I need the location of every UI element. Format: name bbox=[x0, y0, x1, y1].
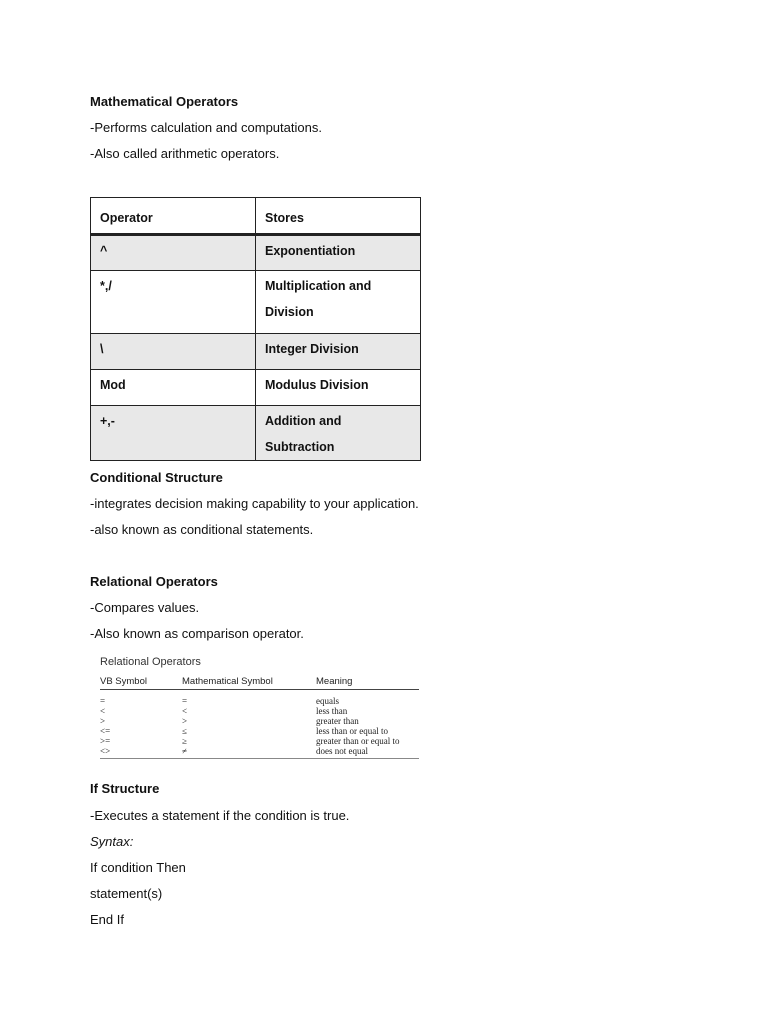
body-text: -Also known as comparison operator. bbox=[90, 626, 304, 641]
table-cell: greater than bbox=[316, 716, 359, 726]
table-cell: ≤ bbox=[182, 726, 187, 736]
table-cell: Integer Division bbox=[256, 334, 421, 370]
syntax-label: Syntax: bbox=[90, 834, 134, 849]
table-cell: Modulus Division bbox=[256, 370, 421, 406]
table-row bbox=[100, 690, 419, 707]
table-cell: ≠ bbox=[182, 746, 316, 759]
body-text: -integrates decision making capability to your application. bbox=[90, 496, 419, 511]
table-row bbox=[100, 716, 419, 726]
table-cell: *,/ bbox=[91, 271, 256, 334]
table-row bbox=[91, 334, 421, 370]
body-text: -also known as conditional statements. bbox=[90, 522, 314, 537]
table-header-row bbox=[100, 674, 419, 690]
table-cell: Addition and Subtraction bbox=[256, 406, 421, 461]
table-row bbox=[91, 271, 421, 334]
table-cell: >= bbox=[100, 736, 111, 746]
table-row bbox=[100, 736, 419, 746]
table-row bbox=[91, 370, 421, 406]
section-heading-conditional-structure: Conditional Structure bbox=[90, 470, 223, 485]
table-cell: <= bbox=[100, 726, 111, 736]
table-header-cell: Mathematical Symbol bbox=[182, 674, 316, 690]
body-text: -Also called arithmetic operators. bbox=[90, 146, 280, 161]
table-cell: < bbox=[182, 706, 188, 716]
table-cell: less than bbox=[316, 706, 348, 716]
table-row bbox=[91, 235, 421, 271]
table-cell: Multiplication and Division bbox=[256, 271, 421, 334]
table-cell: greater than or equal to bbox=[316, 736, 400, 746]
table-row bbox=[91, 406, 421, 461]
table-cell: = bbox=[182, 696, 188, 706]
body-text: -Performs calculation and computations. bbox=[90, 120, 322, 135]
table-cell: Exponentiation bbox=[256, 235, 421, 271]
table-cell: ^ bbox=[91, 235, 256, 271]
code-line: statement(s) bbox=[90, 886, 163, 901]
table-cell: less than or equal to bbox=[316, 726, 388, 736]
body-text: -Compares values. bbox=[90, 600, 200, 615]
table-cell: equals bbox=[316, 696, 339, 706]
operators-table bbox=[90, 197, 421, 461]
table-cell: < bbox=[100, 706, 106, 716]
section-heading-math-operators: Mathematical Operators bbox=[90, 94, 239, 109]
table-header-cell: VB Symbol bbox=[100, 674, 182, 690]
table-cell: \ bbox=[91, 334, 256, 370]
table-cell: Mod bbox=[91, 370, 256, 406]
relational-operators-table bbox=[100, 674, 419, 759]
figure-caption: Relational Operators bbox=[100, 656, 201, 668]
relational-operators-figure bbox=[100, 656, 420, 759]
table-header-cell: Operator bbox=[91, 198, 256, 235]
table-cell: ≥ bbox=[182, 736, 187, 746]
table-cell: > bbox=[100, 716, 106, 726]
body-text: -Executes a statement if the condition is true. bbox=[90, 808, 350, 823]
section-heading-relational-operators: Relational Operators bbox=[90, 574, 218, 589]
table-cell: <> bbox=[100, 746, 182, 759]
table-cell: +,- bbox=[91, 406, 256, 461]
table-header-cell: Stores bbox=[256, 198, 421, 235]
table-cell: does not equal bbox=[316, 746, 419, 759]
table-cell: = bbox=[100, 696, 106, 706]
code-line: End If bbox=[90, 912, 124, 927]
table-row bbox=[100, 726, 419, 736]
table-header-cell: Meaning bbox=[316, 674, 419, 690]
section-heading-if-structure: If Structure bbox=[90, 781, 160, 796]
table-header-row bbox=[91, 198, 421, 235]
table-row bbox=[100, 706, 419, 716]
table-cell: > bbox=[182, 716, 188, 726]
code-line: If condition Then bbox=[90, 860, 186, 875]
table-row bbox=[100, 746, 419, 759]
